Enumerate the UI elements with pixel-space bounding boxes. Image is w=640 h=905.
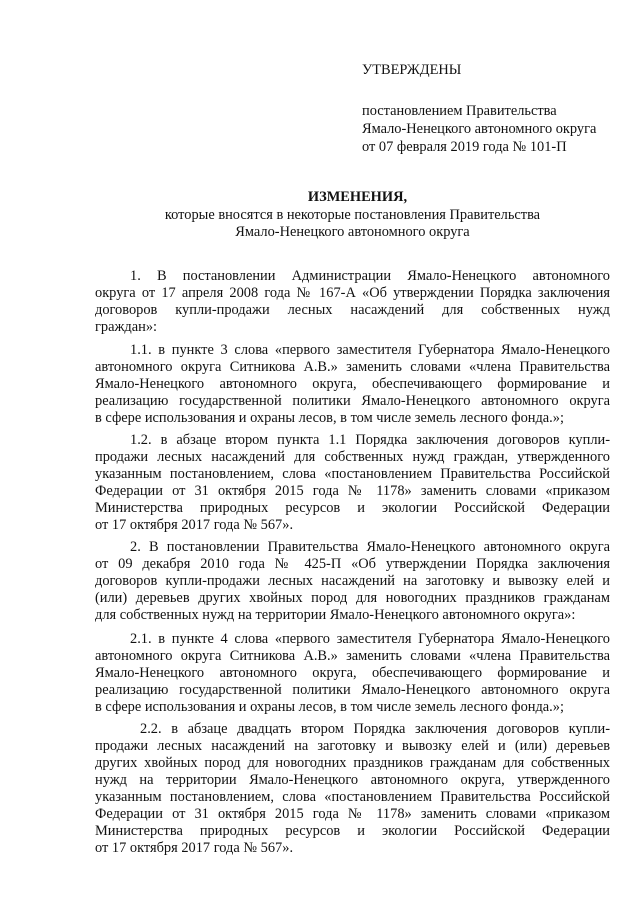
paragraph-line: Министерства природных ресурсов и экологии Российской Федерации xyxy=(95,823,610,839)
approval-heading: УТВЕРЖДЕНЫ xyxy=(362,62,462,78)
paragraph-line: реализацию государственной политики Ямало-Ненецкого автономного округа xyxy=(95,393,610,409)
paragraph-line: округа от 17 апреля 2008 года № 167-А «Об утверждении Порядка заключения xyxy=(95,285,610,301)
paragraph-line: Ямало-Ненецкого автономного округа, обеспечивающего формирование и xyxy=(95,376,610,392)
paragraph-line: граждан»: xyxy=(95,319,158,335)
paragraph-line: автономного округа Ситникова А.В.» заменить словами «члена Правительства xyxy=(95,359,610,375)
paragraph-line: 1. В постановлении Администрации Ямало-Ненецкого автономного xyxy=(130,268,610,284)
paragraph-line: нужд на территории Ямало-Ненецкого автономного округа, утвержденного xyxy=(95,772,610,788)
approval-line: Ямало-Ненецкого автономного округа xyxy=(362,121,597,137)
paragraph-line: 1.1. в пункте 3 слова «первого заместителя Губернатора Ямало-Ненецкого xyxy=(130,342,610,358)
paragraph-line: реализацию государственной политики Ямало-Ненецкого автономного округа xyxy=(95,682,610,698)
paragraph-line: продажи лесных насаждений для собственных нужд граждан, утвержденного xyxy=(95,449,610,465)
paragraph-line: других хвойных пород для новогодних праздников гражданам для собственных xyxy=(95,755,610,771)
document-subtitle: Ямало-Ненецкого автономного округа xyxy=(235,224,470,240)
paragraph-line: договоров купли-продажи лесных насаждений для собственных нужд xyxy=(95,302,610,318)
paragraph-line: 2.2. в абзаце двадцать втором Порядка заключения договоров купли- xyxy=(140,721,610,737)
paragraph-line: указанным постановлением, слова «постановлением Правительства Российской xyxy=(95,789,610,805)
paragraph-line: Федерации от 31 октября 2015 года № 1178» заменить словами «приказом xyxy=(95,806,610,822)
paragraph-line: 2.1. в пункте 4 слова «первого заместителя Губернатора Ямало-Ненецкого xyxy=(130,631,610,647)
paragraph-line: в сфере использования и охраны лесов, в том числе земель лесного фонда.»; xyxy=(95,410,564,426)
paragraph-line: указанным постановлением, слова «постановлением Правительства Российской xyxy=(95,466,610,482)
paragraph-line: Ямало-Ненецкого автономного округа, обеспечивающего формирование и xyxy=(95,665,610,681)
paragraph-line: для собственных нужд на территории Ямало-Ненецкого автономного округа»: xyxy=(95,607,576,623)
paragraph-line: 1.2. в абзаце втором пункта 1.1 Порядка заключения договоров купли- xyxy=(130,432,610,448)
approval-line: постановлением Правительства xyxy=(362,103,557,119)
paragraph-line: от 17 октября 2017 года № 567». xyxy=(95,517,294,533)
paragraph-line: продажи лесных насаждений на заготовку и вывозку елей и (или) деревьев xyxy=(95,738,610,754)
paragraph-line: от 17 октября 2017 года № 567». xyxy=(95,840,294,856)
document-title: ИЗМЕНЕНИЯ, xyxy=(307,189,408,205)
paragraph-line: 2. В постановлении Правительства Ямало-Ненецкого автономного округа xyxy=(130,539,610,555)
paragraph-line: в сфере использования и охраны лесов, в том числе земель лесного фонда.»; xyxy=(95,699,564,715)
paragraph-line: (или) деревьев других хвойных пород для новогодних праздников гражданам xyxy=(95,590,610,606)
paragraph-line: договоров купли-продажи лесных насаждений на заготовку и вывозку елей и xyxy=(95,573,610,589)
paragraph-line: Федерации от 31 октября 2015 года № 1178» заменить словами «приказом xyxy=(95,483,610,499)
paragraph-line: автономного округа Ситникова А.В.» заменить словами «члена Правительства xyxy=(95,648,610,664)
paragraph-line: от 09 декабря 2010 года № 425-П «Об утверждении Порядка заключения xyxy=(95,556,610,572)
approval-line: от 07 февраля 2019 года № 101-П xyxy=(362,139,567,155)
document-subtitle: которые вносятся в некоторые постановления Правительства xyxy=(164,207,541,223)
paragraph-line: Министерства природных ресурсов и экологии Российской Федерации xyxy=(95,500,610,516)
